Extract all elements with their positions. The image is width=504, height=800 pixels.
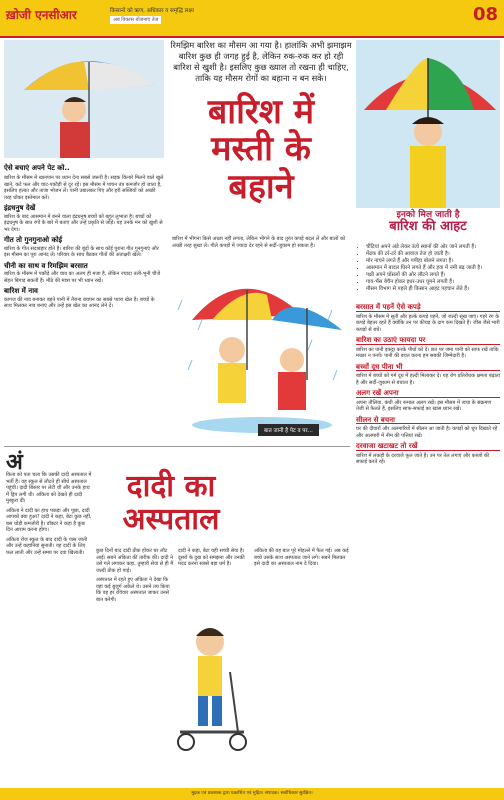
rain-image-caption: बात जानी है पेट व पर... <box>258 424 319 436</box>
story-col-2 <box>96 548 174 606</box>
headline-rain-line-3: बहाने <box>228 166 294 207</box>
story-para-1: किता को पता चला कि उसकी दादी अस्पताल में भर्ती हैं। वह स्कूल से लौटते ही सीधे अस्पताल पहुंची। दादी बिस्तर पर लेटी थीं और उनके हाथ में ड्रिप लगी थी। अंकिता को देखते ही दादी मुस्कुरा दीं। <box>6 472 92 504</box>
animals-bullet-item: • मेंढक की टर्र-टर्र की आवाज तेज हो जाती है। <box>366 251 498 258</box>
header-line: किसानों को ऋण, अधिकार व समृद्धि लक्ष्य <box>110 8 194 14</box>
headline-story-line-2: अस्पताल <box>122 502 220 537</box>
story-para-3: अंकिता रोज स्कूल के बाद दादी के पास जाती और उन्हें कहानियां सुनाती। वह दादी के लिए फल लाती और उन्हें समय पर दवा खिलाती। <box>6 536 88 556</box>
page-footer: मुद्रक एवं प्रकाशक द्वारा प्रकाशित एवं मुद्रित। संपादक। सर्वाधिकार सुरक्षित। <box>0 788 504 800</box>
page-number: 08 <box>472 4 498 25</box>
animals-bullet-item: • गाय-भैंस बेचैन होकर इधर-उधर घूमने लगती हैं। <box>366 279 498 286</box>
left-heading: ऐसे बचाएं अपने पेट को.. <box>4 164 70 172</box>
left-subheading-3: चीनी का साथ व रिमझिम बरसात <box>4 261 88 270</box>
right-heading-5: सीलन से बचना <box>356 417 500 425</box>
right-heading-6: दरवाजा खटाखट तो रखें <box>356 443 500 451</box>
animals-heading-1: इनको मिल जाती है <box>396 210 460 220</box>
girl-umbrella-image <box>356 40 500 208</box>
right-heading-1: बरसात में पहनें ऐसे कपड़े <box>356 304 500 312</box>
story-para-4: कुछ दिनों बाद दादी ठीक होकर घर लौट आईं। सबने अंकिता की तारीफ की। दादी ने उसे गले लगाकर कहा, तुम्हारी सेवा से ही मैं जल्दी ठीक हो पाई। <box>96 548 174 574</box>
intro-text: रिमझिम बारिश का मौसम आ गया है। हालांकि अभी झमाझम बारिश कुछ ही जगह हुई है, लेकिन रुक-रुक कर हो रही बारिश से खुशी है। इसलिए कुछ ख्याल तो रखना ही चाहिए, ताकि यह मौसम रोगों का बहाना न बन सके। <box>170 40 352 83</box>
right-para-4: अपना तौलिया, कंघी और रूमाल अलग रखें। इस मौसम में त्वचा के संक्रमण तेजी से फैलते हैं, इसलिए साफ-सफाई का खास ध्यान रखें। <box>356 399 492 412</box>
right-heading-3: बच्चों दूध पीना भी <box>356 364 500 372</box>
right-para-6: बारिश में लकड़ी के दरवाजे फूल जाते हैं। उन पर तेल लगाएं और कब्जों की सफाई करते रहें। <box>356 452 490 465</box>
right-heading-2: बारिश का उठाएं फायदा पर <box>356 337 500 345</box>
story-para-2: अंकिता ने दादी का हाथ पकड़ा और पूछा, दादी आपको क्या हुआ? दादी ने कहा, बेटा कुछ नहीं, बस थोड़ी कमजोरी है। डॉक्टर ने कहा है कुछ दिन आराम करना होगा। <box>6 507 92 533</box>
right-para-1: बारिश के मौसम में सूती और हल्के कपड़े पहनें, जो जल्दी सूख जाएं। गहरे रंग के कपड़े बेहतर रहते हैं क्योंकि उन पर कीचड़ के दाग कम दिखते हैं। जींस जैसे भारी कपड़ों से बचें। <box>356 313 500 333</box>
right-para-3: बारिश में बच्चों को गर्म दूध में हल्दी मिलाकर दें। यह रोग प्रतिरोधक क्षमता बढ़ाता है और सर्दी-जुकाम से बचाता है। <box>356 373 500 386</box>
animals-bullet-item: • मोर नाचने लगते हैं और पपीहा बोलने लगता है। <box>366 258 498 265</box>
right-para-2: बारिश का पानी इकट्ठा करके पौधों को दें। छत पर जमा पानी को साफ रखें ताकि मच्छर न पनपें। पानी की बचत करना हम सबकी जिम्मेदारी है। <box>356 346 499 359</box>
animals-bullet-item: • चींटियां अपने अंडे लेकर ऊंचे स्थानों की ओर जाने लगती हैं। <box>366 244 498 251</box>
right-heading-4: अलग रखें अपना <box>356 390 500 398</box>
story-dropcap: अं <box>6 449 23 475</box>
rain-kids-illustration <box>172 260 350 440</box>
headline-rain-line-1: बारिश में <box>207 92 315 132</box>
left-subheading-1: इंद्रधनुष देखें <box>4 204 36 212</box>
right-articles <box>356 300 500 469</box>
story-para-5: अस्पताल में रहते हुए अंकिता ने देखा कि वहां कई बुजुर्ग अकेले थे। उसने तय किया कि वह हर रविवार अस्पताल जाकर उनसे बात करेगी। <box>96 577 170 603</box>
animals-bullet-item: • मौसम विभाग से पहले ही किसान आहट पहचान लेते हैं। <box>366 286 498 293</box>
animals-heading-2: बारिश की आहट <box>389 219 467 235</box>
story-para-6: दादी ने कहा, बेटा यही सच्ची सेवा है। दूसरों के दुख को समझना और उनकी मदद करना सबसे बड़ा धर्म है। <box>178 548 245 567</box>
left-para-4: बारिश के मौसम में पकौड़े और चाय का अलग ही मजा है, लेकिन ज्यादा तली-भुनी चीजें सेहत बिगाड़ सकती हैं। मीठे की मात्रा पर भी ध्यान रखें। <box>4 271 161 284</box>
mid-para: बारिश में भीगना किसे अच्छा नहीं लगता, लेकिन भीगने के बाद तुरंत कपड़े बदल लें और बालों को अच्छी तरह सुखा लें। गीले कपड़ों में ज्यादा देर रहने से सर्दी-जुकाम हो सकता है। <box>172 236 346 249</box>
story-para-7: अंकिता की यह बात पूरे मोहल्ले में फैल गई। अब कई बच्चे उसके साथ अस्पताल जाने लगे। सबने मिलकर इसे दादी का अस्पताल नाम दे दिया। <box>254 548 349 567</box>
right-para-5: घर की दीवारों और अलमारियों में सीलन आ जाती है। कपड़ों को धूप दिखाते रहें और अलमारी में नीम की पत्तियां रखें। <box>356 426 498 439</box>
story-col-4 <box>254 548 350 571</box>
left-para-5: कागज की नाव बनाकर बहते पानी में तैराना बचपन का सबसे प्यारा खेल है। बच्चों के साथ मिलकर नाव बनाएं और उन्हें इस खेल का आनंद लेने दें। <box>4 296 155 309</box>
animals-bullet-item: • पक्षी अपने घोंसलों की ओर लौटने लगते हैं। <box>366 272 498 279</box>
kid-scooter-illustration <box>170 612 254 762</box>
headline-rain-line-2: मस्ती के <box>211 129 311 170</box>
left-para-1: बारिश के मौसम में खानपान पर ध्यान देना सबसे जरूरी है। सड़क किनारे मिलने वाले खुले खाने, कटे फल और चाट-पकौड़ी से दूर रहें। इस मौसम में पाचन तंत्र कमजोर हो जाता है, इसलिए हल्का और ताजा भोजन लें। पानी उबालकर पिएं और हरी सब्जियों को अच्छी तरह धोकर इस्तेमाल करें। <box>4 175 164 201</box>
section-divider <box>4 446 350 447</box>
story-col-3 <box>178 548 248 571</box>
header-line-2: अब विकास योजनाएं तेज <box>110 16 161 24</box>
left-subheading-2: गीत तो गुनगुनाओ कोई <box>4 236 63 244</box>
left-subheading-4: बारिश में नाव <box>4 287 38 295</box>
animals-bullet-list <box>358 244 498 293</box>
animals-bullet-item: • आसमान में बादल घिरने लगते हैं और हवा में नमी बढ़ जाती है। <box>366 265 498 272</box>
headline-story-line-1: दादी का <box>126 469 216 504</box>
left-para-3: बारिश के गीत सदाबहार होते हैं। बारिश की बूंदों के साथ कोई पुराना गीत गुनगुनाएं और इस मौसम का पूरा आनंद लें। परिवार के साथ बैठकर गीतों की अंताक्षरी खेलें। <box>4 245 159 258</box>
headline-story <box>96 470 246 536</box>
masthead: ख़ोजी एनसीआर <box>6 8 77 22</box>
headline-rain <box>176 94 346 206</box>
animals-box-heading <box>356 210 500 235</box>
left-para-2: बारिश के बाद आसमान में बनने वाला इंद्रधनुष बच्चों को बहुत लुभाता है। बच्चों को इंद्रधनुष के सात रंगों के बारे में बताएं और उन्हें प्रकृति से जोड़ें। यह उनके मन को खुशी से भर देगा। <box>4 213 163 233</box>
umbrella-kid-image <box>4 40 164 158</box>
